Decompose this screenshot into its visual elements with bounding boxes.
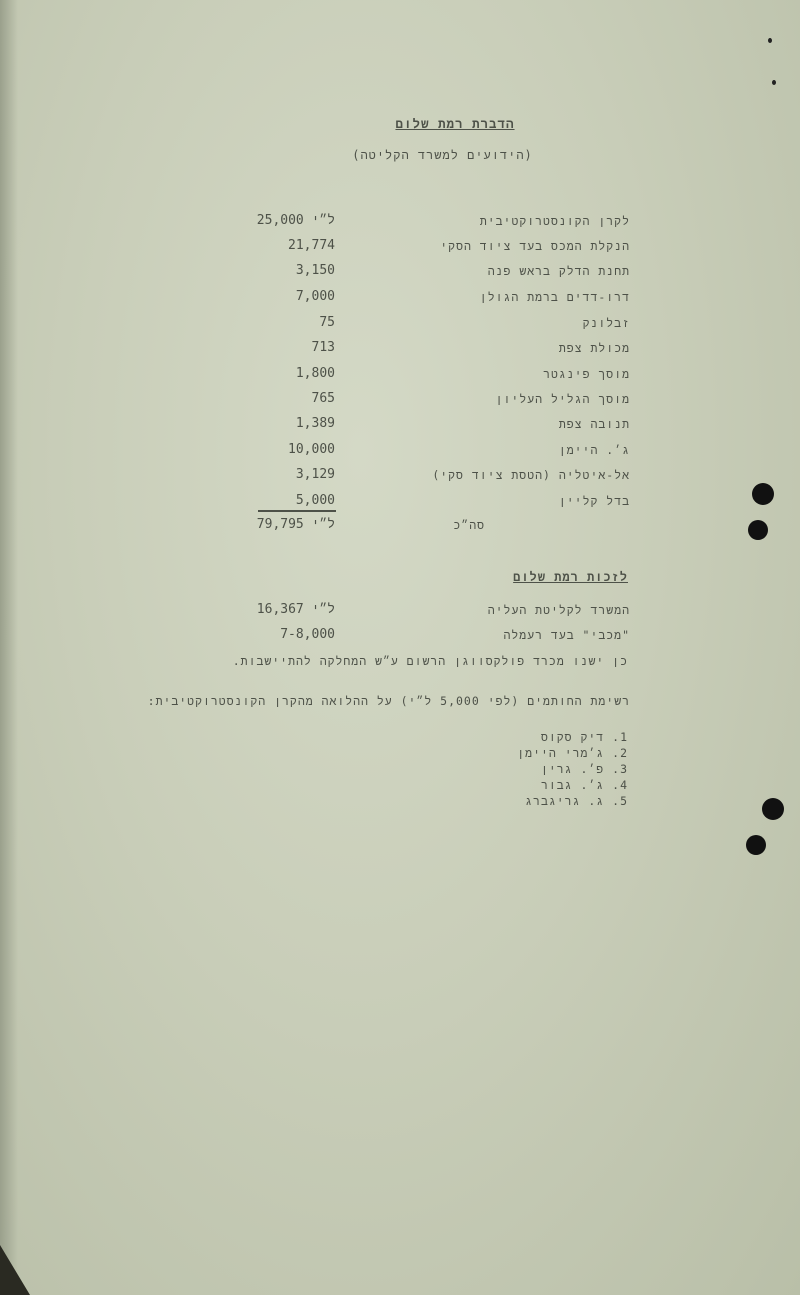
row-label: המשרד לקליטת העליה: [487, 603, 630, 617]
row-label: מכולת צפת: [558, 341, 630, 355]
row-amount: 25,000 ל״י: [256, 213, 335, 228]
sum-underline: [258, 510, 336, 512]
total-amount: 79,795 ל״י: [256, 517, 335, 532]
list-item: 3. פ׳. גרין: [540, 762, 628, 776]
row-amount: 75: [319, 315, 335, 330]
row-label: זבלונק: [582, 316, 630, 330]
row-amount: 5,000: [295, 493, 335, 508]
row-label: בדל קליין: [558, 494, 630, 508]
note-line: כן ישנו מכרד פולקסווגן הרשום ע״ש המחלקה להתיישבות.: [232, 654, 628, 668]
list-item: 2. ג׳מרי היימן: [517, 746, 628, 760]
punch-hole: [748, 520, 768, 540]
row-label: דרו-דדים ברמת הגולן: [479, 290, 630, 304]
row-label: אל-איטליה (הטסת ציוד סקי): [432, 468, 630, 482]
row-label: תחנת הדלק בראש פנה: [487, 264, 630, 278]
punch-hole: [746, 835, 766, 855]
paper-edge: [0, 0, 18, 1295]
row-amount: 1,389: [295, 416, 335, 431]
row-amount: 713: [311, 340, 335, 355]
row-amount: 10,000: [288, 442, 335, 457]
punch-hole: [762, 798, 784, 820]
row-label: הנקלת המכס בעד ציוד הסקי: [440, 239, 630, 253]
row-label: "מכבי" בעד רעמלה: [503, 628, 630, 642]
section-title: לזכות רמת שלום: [513, 570, 628, 584]
document-subtitle: (הידועים למשרד הקליטה): [352, 148, 533, 162]
row-amount: 21,774: [288, 238, 335, 253]
ink-speck: [772, 80, 776, 85]
list-item: 4. ג׳. גבור: [540, 778, 628, 792]
row-label: מוסך פינגטר: [543, 367, 630, 381]
page-corner-shadow: [0, 1245, 30, 1295]
punch-hole: [752, 483, 774, 505]
row-amount: 7-8,000: [280, 627, 335, 642]
list-item: 5. ג. גריגברג: [525, 794, 628, 808]
row-amount: 1,800: [295, 366, 335, 381]
ink-speck: [768, 38, 772, 43]
document-title: הדברת רמת שלום: [395, 116, 515, 131]
row-amount: 3,150: [295, 263, 335, 278]
row-amount: 7,000: [295, 289, 335, 304]
row-label: לקרן הקונסטרוקטיבית: [479, 214, 630, 228]
row-label: תנובה צפת: [558, 417, 630, 431]
row-amount: 16,367 ל״י: [256, 602, 335, 617]
guarantors-heading: רשימת החותמים (לפי 5,000 ל״י) על ההלואה מהקרן הקונסטרוקטיבית:: [147, 694, 630, 708]
total-label: סה״כ: [453, 518, 485, 532]
row-label: ג׳. היימן: [558, 443, 630, 457]
row-amount: 765: [311, 391, 335, 406]
row-label: מוסך הגליל העליון: [495, 392, 630, 406]
list-item: 1. דיק סקוס: [540, 730, 628, 744]
row-amount: 3,129: [295, 467, 335, 482]
